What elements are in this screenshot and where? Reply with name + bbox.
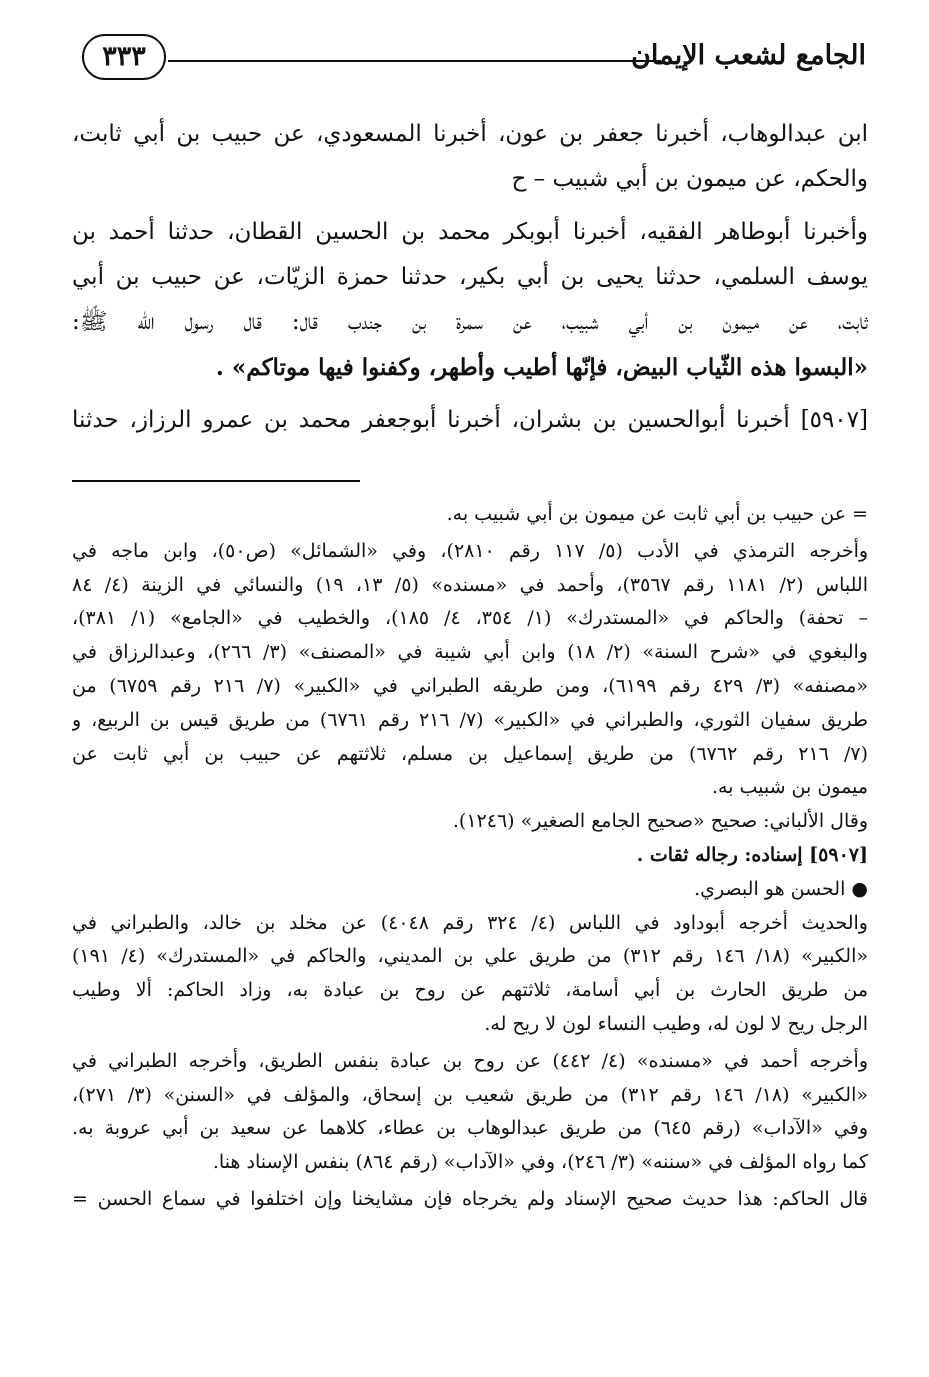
footnote-block <box>72 498 868 532</box>
footnote-line: اللباس (٢/ ١١٨١ رقم ٣٥٦٧)، وأحمد في «مسنده» (٥/ ١٣، ١٩) والنسائي في الزينة (٤/ ٨٤ <box>72 573 868 596</box>
footnote-line: «الكبير» (١٨/ ١٤٦ رقم ٣١٢) من طريق علي بن المديني، والحاكم في «المستدرك» (٤/ ١٩١) <box>72 945 868 968</box>
header-rule <box>168 60 661 62</box>
running-header <box>82 32 866 88</box>
hadith-text-line: «البسوا هذه الثّياب البيض، فإنّها أطيب وأطهر، وكفنوا فيها موتاكم» . <box>215 354 868 381</box>
footnote-line: الرجل ريح لا لون له، وطيب النساء لون لا ريح له. <box>484 1012 868 1035</box>
text-line: يوسف السلمي، حدثنا يحيى بن أبي بكير، حدثنا حمزة الزيّات، عن حبيب بن أبي <box>72 264 868 290</box>
footnote-line: طريق سفيان الثوري، والطبراني في «الكبير» (٧/ ٢١٦ رقم ٦٧٦١) من طريق قيس بن الربيع، و <box>72 708 868 731</box>
text-line: وأخبرنا أبوطاهر الفقيه، أخبرنا أبوبكر محمد بن الحسين القطان، حدثنا أحمد بن <box>72 219 868 245</box>
footnote-block <box>72 1183 868 1217</box>
footnote-line: وقال الألباني: صحيح «صحيح الجامع الصغير» (١٢٤٦). <box>452 810 868 833</box>
footnote-block <box>72 535 868 805</box>
book-title: الجامع لشعب الإيمان <box>631 40 866 71</box>
footnote-line: = عن حبيب بن أبي ثابت عن ميمون بن أبي شبيب به. <box>446 503 868 525</box>
footnote-line: ميمون بن شبيب به. <box>711 776 868 799</box>
footnote-block <box>72 1045 868 1180</box>
footnote-line: والبغوي في «شرح السنة» (٢/ ١٨) وابن أبي شيبة في «المصنف» (٣/ ٢٦٦)، وعبدالرزاق في <box>72 641 868 664</box>
footnote-block <box>72 873 868 907</box>
footnote-line: وأخرجه الترمذي في الأدب (٥/ ١١٧ رقم ٢٨١٠)، وفي «الشمائل» (ص٥٠)، وابن ماجه في <box>72 539 868 562</box>
footnote-line: وفي «الآداب» (رقم ٦٤٥) من طريق عبدالوهاب بن عطاء، كلاهما عن سعيد بن أبي عروبة به. <box>72 1117 868 1140</box>
footnote-line: ● الحسن هو البصري. <box>694 877 868 900</box>
footnote-separator <box>72 480 360 482</box>
footnote-line: كما رواه المؤلف في «سننه» (٣/ ٢٤٦)، وفي «الآداب» (رقم ٨٦٤) بنفس الإسناد هنا. <box>212 1151 868 1174</box>
text-line: والحكم، عن ميمون بن أبي شبيب – ح <box>511 166 868 192</box>
text-line: ثابت، عن ميمون بن أبي شبيب، عن سمرة بن جندب قال: قال رسول الله ﷺ: <box>72 309 868 335</box>
footnote-line: والحديث أخرجه أبوداود في اللباس (٤/ ٣٢٤ رقم ٤٠٤٨) عن مخلد بن خالد، والطبراني في <box>72 911 868 934</box>
footnote-line: (٧/ ٢١٦ رقم ٦٧٦٢) من طريق إسماعيل بن مسلم، ثلاثتهم عن حبيب بن أبي ثابت عن <box>72 742 868 765</box>
paragraph <box>72 112 868 202</box>
page-number-badge: ٣٣٣ <box>82 34 166 80</box>
footnote-number-line: [٥٩٠٧] إسناده: رجاله ثقات . <box>636 843 868 866</box>
footnote-block <box>72 805 868 839</box>
text-line: ابن عبدالوهاب، أخبرنا جعفر بن عون، أخبرنا المسعودي، عن حبيب بن أبي ثابت، <box>72 121 868 147</box>
footnotes <box>72 498 868 1217</box>
footnote-block <box>72 907 868 1042</box>
footnote-line: من طريق الحارث بن أبي أسامة، ثلاثتهم عن روح بن عبادة به، وزاد الحاكم: ألا وطيب <box>72 979 868 1002</box>
main-text <box>72 112 868 443</box>
footnote-line: – تحفة) والحاكم في «المستدرك» (١/ ٣٥٤، ٤/ ١٨٥)، والخطيب في «الجامع» (١/ ٣٨١)، <box>72 607 868 630</box>
text-line: [٥٩٠٧] أخبرنا أبوالحسين بن بشران، أخبرنا أبوجعفر محمد بن عمرو الرزاز، حدثنا <box>72 407 868 433</box>
footnote-block <box>72 839 868 873</box>
footnote-line: «الكبير» (١٨/ ١٤٦ رقم ٣١٢) من طريق شعيب بن إسحاق، والمؤلف في «السنن» (٣/ ٢٧١)، <box>72 1083 868 1106</box>
footnote-line: وأخرجه أحمد في «مسنده» (٤/ ٤٤٢) عن روح بن عبادة بنفس الطريق، وأخرجه الطبراني في <box>72 1049 868 1072</box>
paragraph <box>72 210 868 390</box>
footnote-line: قال الحاكم: هذا حديث صحيح الإسناد ولم يخرجاه فإن مشايخنا وإن اختلفوا في سماع الحسن = <box>72 1187 868 1210</box>
paragraph <box>72 398 868 443</box>
footnote-line: «مصنفه» (٣/ ٤٢٩ رقم ٦١٩٩)، ومن طريقه الطبراني في «الكبير» (٧/ ٢١٦ رقم ٦٧٥٩) من <box>72 674 868 697</box>
